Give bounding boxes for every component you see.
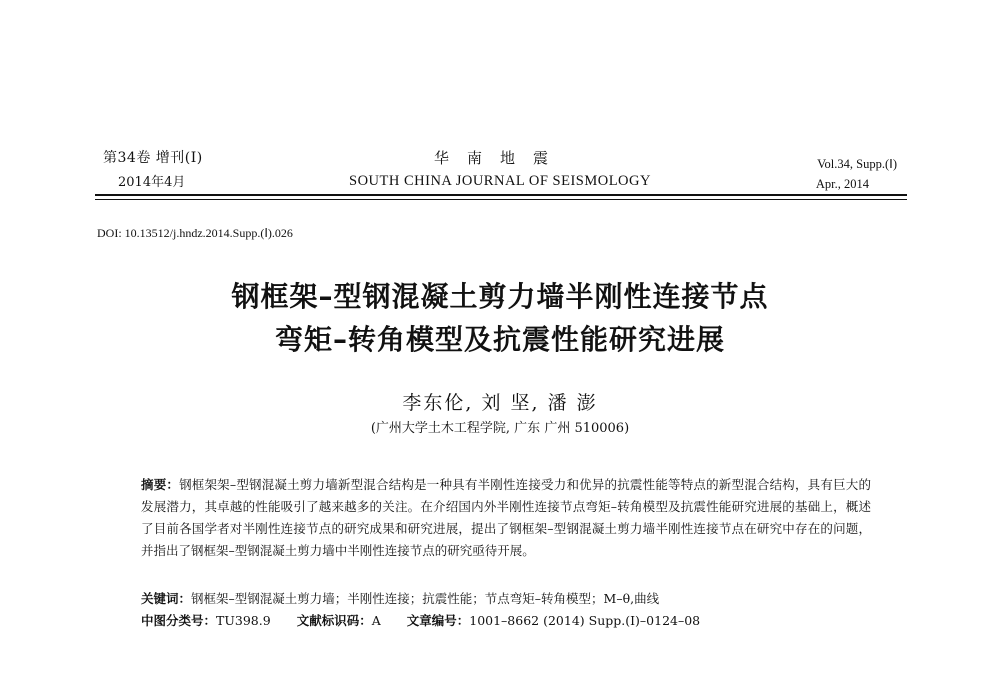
abstract-text: 钢框架架–型钢混凝土剪力墙新型混合结构是一种具有半刚性连接受力和优异的抗震性能等特点的新型混合结构，具有巨大的发展潜力，其卓越的性能吸引了越来越多的关注。在介绍国内外半刚性连接节点弯矩–转角模型及抗震性能研究进展的基础上，概述了目前各国学者对半刚性连接节点的研究成果和研究进展，提出了钢框架–型钢混凝土剪力墙半刚性连接节点在研究中存在的问题，并指出了钢框架–型钢混凝土剪力墙中半刚性连接节点的研究亟待开展。 <box>141 477 871 558</box>
header-rule-thick <box>95 194 907 196</box>
abstract <box>141 474 871 562</box>
volume-issue: 第34卷 增刊(Ⅰ) <box>103 150 203 166</box>
publication-date-cn: 2014年4月 <box>118 175 186 190</box>
paper-title-line2: 弯矩–转角模型及抗震性能研究进展 <box>274 323 725 356</box>
volume-issue-en: Vol.34, Supp.(Ⅰ) <box>817 157 897 171</box>
clc-value: TU398.9 <box>216 613 271 628</box>
abstract-label: 摘要： <box>141 477 180 492</box>
keywords-label: 关键词： <box>141 591 192 606</box>
article-no-value: 1001–8662 (2014) Supp.(Ⅰ)–0124–08 <box>469 613 701 628</box>
keywords-text: 钢框架–型钢混凝土剪力墙；半刚性连接；抗震性能；节点弯矩–转角模型；M–θ,曲线 <box>191 591 660 606</box>
doi[interactable]: DOI: 10.13512/j.hndz.2014.Supp.(Ⅰ).026 <box>97 226 293 240</box>
journal-name-en: SOUTH CHINA JOURNAL OF SEISMOLOGY <box>349 173 651 189</box>
paper-title-line1: 钢框架–型钢混凝土剪力墙半刚性连接节点 <box>231 280 769 313</box>
publication-date-en: Apr., 2014 <box>815 177 869 191</box>
classification-line <box>141 611 700 629</box>
journal-name-cn: 华南地震 <box>433 149 566 167</box>
doc-code-label: 文献标识码： <box>296 613 372 628</box>
affiliation: (广州大学土木工程学院, 广东 广州 510006) <box>370 421 630 436</box>
keywords <box>141 589 659 607</box>
clc-label: 中图分类号： <box>141 613 217 628</box>
header-rule-thin <box>95 199 907 200</box>
doc-code-value: A <box>371 613 381 628</box>
article-no-label: 文章编号： <box>406 613 470 628</box>
authors: 李东伦, 刘 坚, 潘 澎 <box>402 392 598 414</box>
